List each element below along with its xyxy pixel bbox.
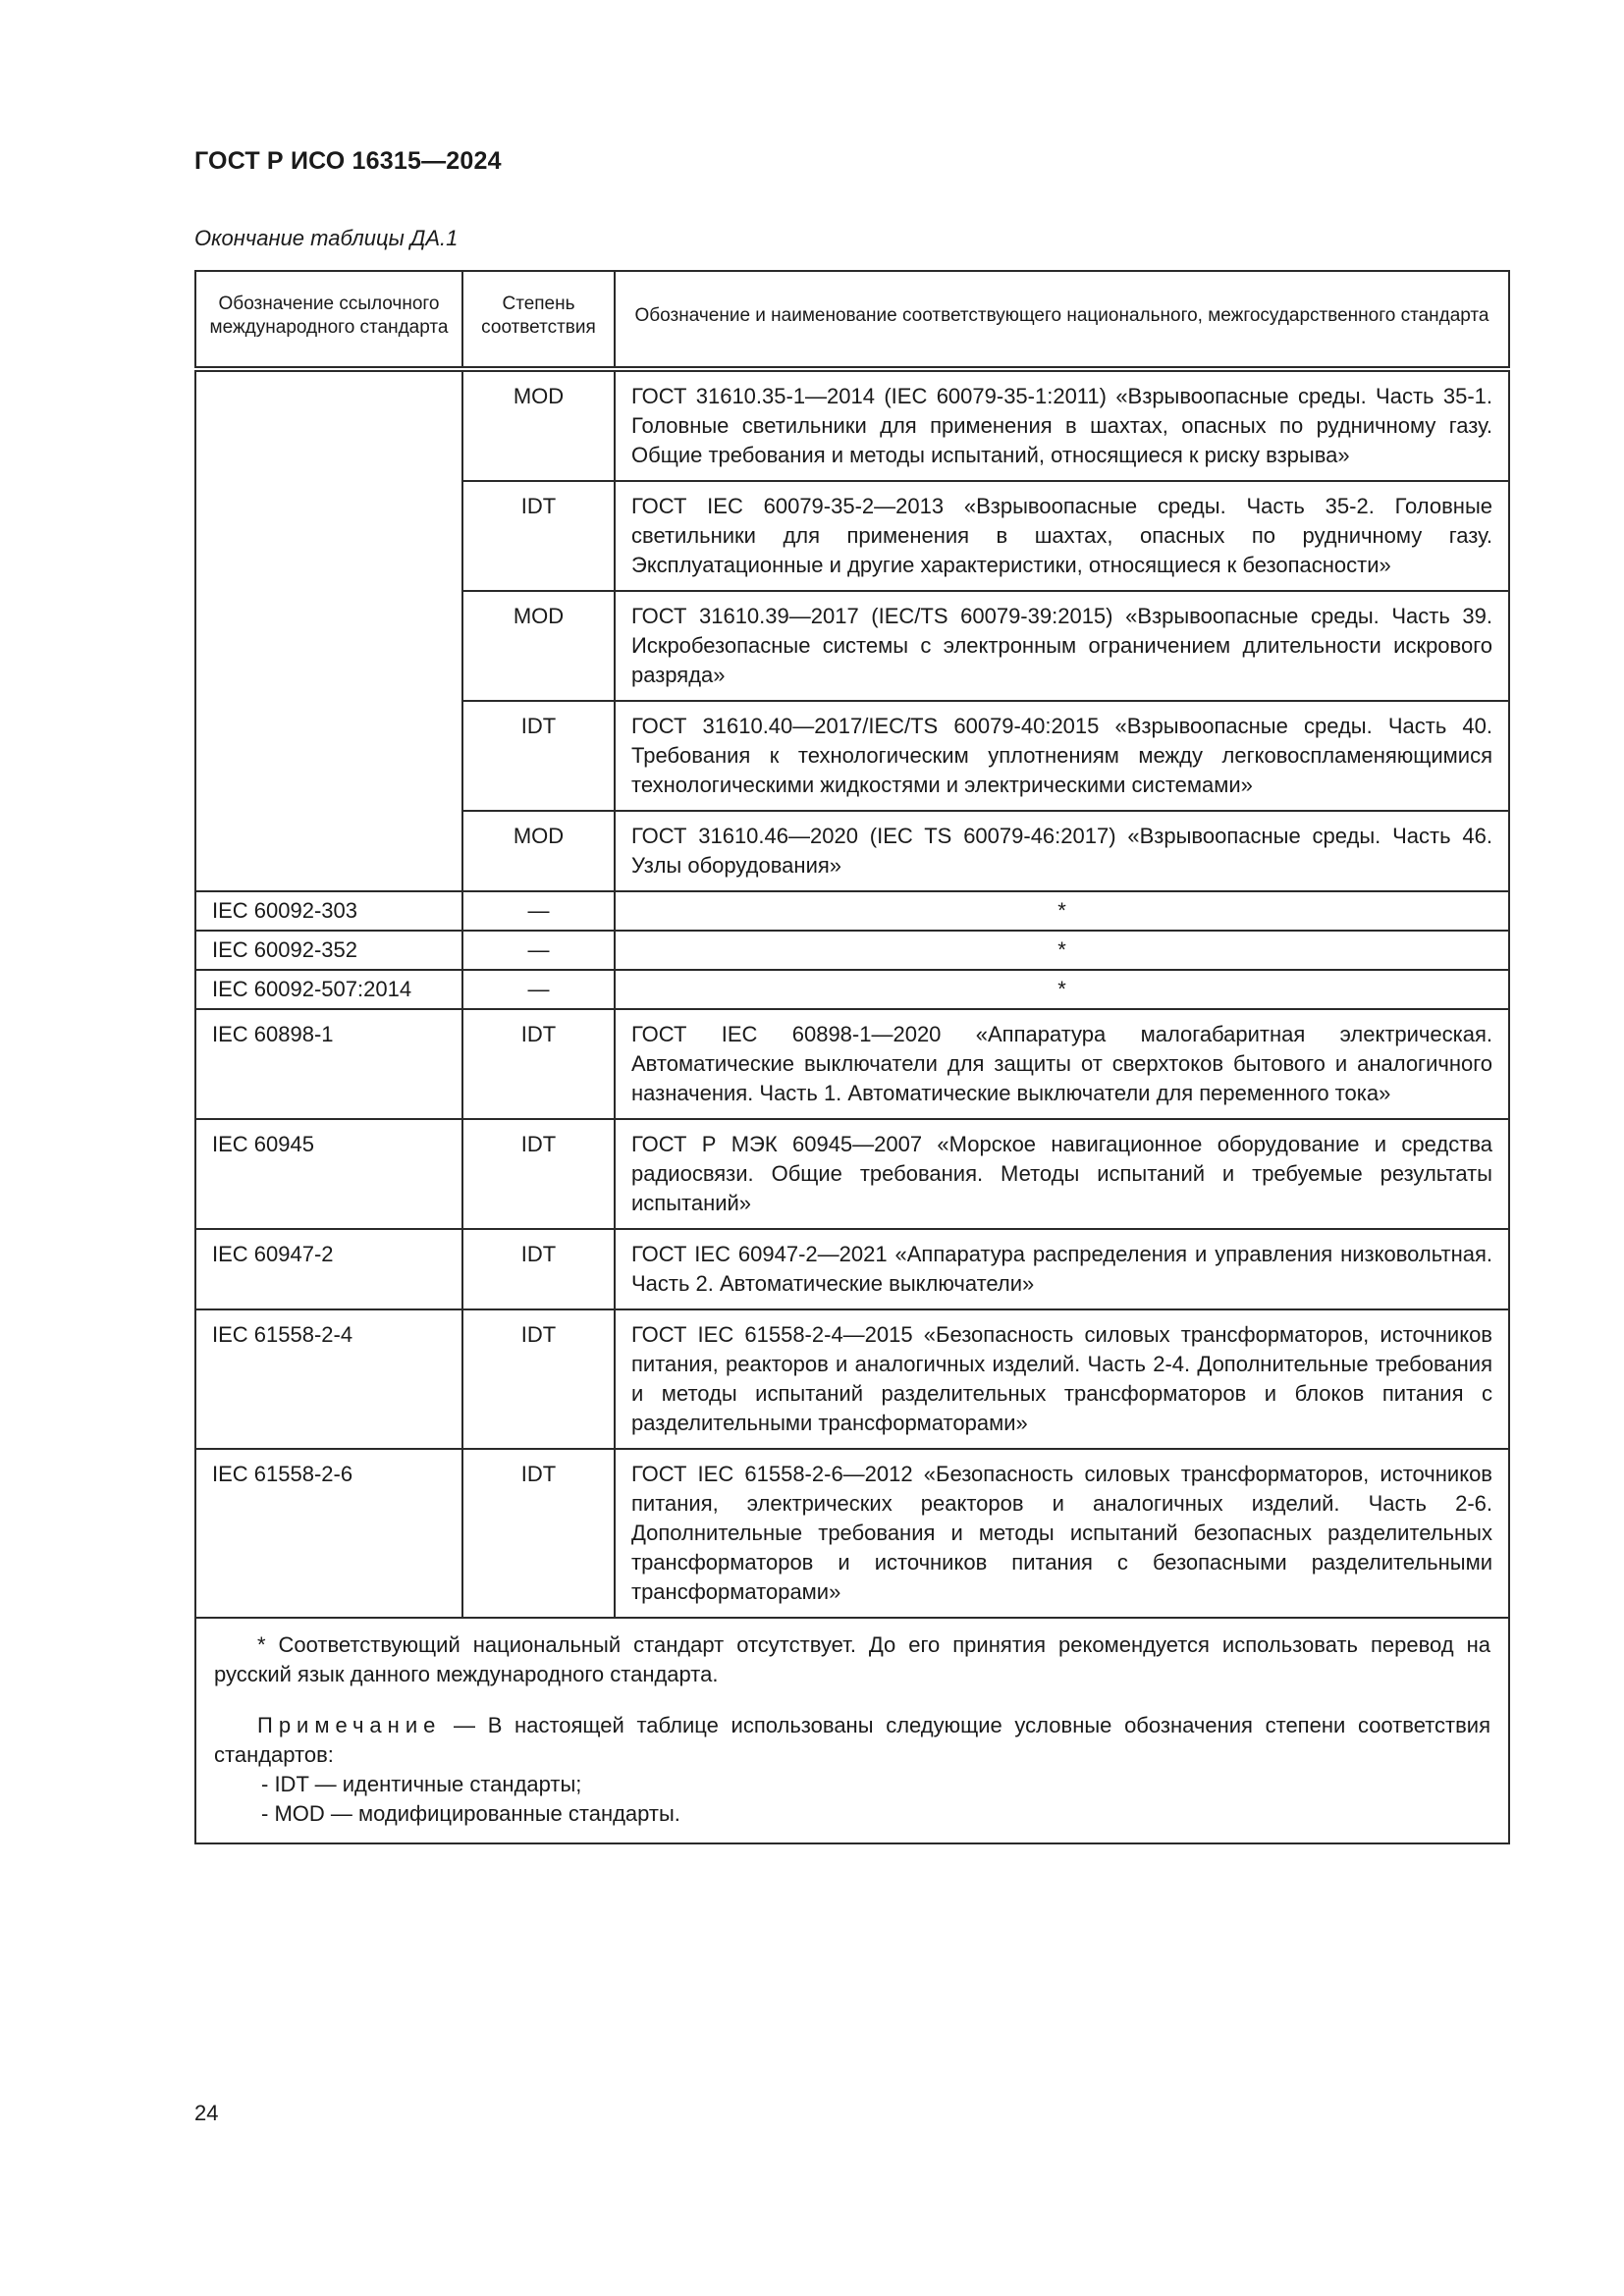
legend-list (214, 1770, 1490, 1829)
table-row (195, 369, 1509, 481)
national-standard-cell: ГОСТ 31610.40—2017/IEC/TS 60079-40:2015 «Взрывоопасные среды. Часть 40. Требования к технологическим уплотнениям между легковоспламеняющимися технологическими жидкостями и электрическими системами» (615, 701, 1509, 811)
table-row (195, 970, 1509, 1009)
table-row (195, 931, 1509, 970)
reference-cell: IEC 60092-507:2014 (195, 970, 462, 1009)
table-notes (195, 1618, 1509, 1843)
national-standard-cell: * (615, 891, 1509, 931)
degree-cell: IDT (462, 1229, 615, 1309)
reference-cell: IEC 60947-2 (195, 1229, 462, 1309)
table-header-row (195, 271, 1509, 369)
national-standard-cell: ГОСТ Р МЭК 60945—2007 «Морское навигационное оборудование и средства радиосвязи. Общие требования. Методы испытаний и требуемые результаты испытаний» (615, 1119, 1509, 1229)
note-paragraph (214, 1711, 1490, 1770)
degree-cell: IDT (462, 701, 615, 811)
footnote: * Соответствующий национальный стандарт отсутствует. До его принятия рекомендуется использовать перевод на русский язык данного международного стандарта. (214, 1632, 1490, 1686)
national-standard-cell: ГОСТ IEC 61558-2-4—2015 «Безопасность силовых трансформаторов, источников питания, реакторов и аналогичных изделий. Часть 2-4. Дополнительные требования и методы испытаний разделительных трансформаторов и блоков питания с разделительными трансформаторами» (615, 1309, 1509, 1449)
reference-cell: IEC 61558-2-4 (195, 1309, 462, 1449)
header-reference-standard: Обозначение ссылочного международного стандарта (195, 271, 462, 369)
degree-cell: MOD (462, 811, 615, 891)
reference-cell: IEC 61558-2-6 (195, 1449, 462, 1618)
table-row (195, 1119, 1509, 1229)
document-code: ГОСТ Р ИСО 16315—2024 (194, 147, 502, 175)
table-footer-row (195, 1618, 1509, 1843)
degree-cell: IDT (462, 1449, 615, 1618)
header-correspondence-degree: Степень соответствия (462, 271, 615, 369)
reference-cell: IEC 60898-1 (195, 1009, 462, 1119)
national-standard-cell: ГОСТ IEC 61558-2-6—2012 «Безопасность силовых трансформаторов, источников питания, электрических реакторов и аналогичных изделий. Часть 2-6. Дополнительные требования и методы испытаний безопасных разделительных трансформаторов и источников питания с безопасными разделительными трансформаторами» (615, 1449, 1509, 1618)
note-text: — В настоящей таблице использованы следующие условные обозначения степени соответствия стандартов: (214, 1713, 1490, 1767)
national-standard-cell: * (615, 970, 1509, 1009)
standards-table (194, 270, 1510, 1844)
degree-cell: IDT (462, 481, 615, 591)
reference-cell: IEC 60945 (195, 1119, 462, 1229)
degree-cell: — (462, 891, 615, 931)
note-label: Примечание (257, 1713, 442, 1737)
degree-cell: IDT (462, 1309, 615, 1449)
degree-cell: IDT (462, 1119, 615, 1229)
table-row (195, 1009, 1509, 1119)
national-standard-cell: ГОСТ 31610.46—2020 (IEC TS 60079-46:2017) «Взрывоопасные среды. Часть 46. Узлы оборудования» (615, 811, 1509, 891)
table-row (195, 1229, 1509, 1309)
reference-cell-merged (195, 369, 462, 891)
national-standard-cell: ГОСТ IEC 60079-35-2—2013 «Взрывоопасные среды. Часть 35-2. Головные светильники для применения в шахтах, опасных по рудничному газу. Эксплуатационные и другие характеристики, относящиеся к безопасности» (615, 481, 1509, 591)
table-row (195, 1449, 1509, 1618)
reference-cell: IEC 60092-303 (195, 891, 462, 931)
table-row (195, 891, 1509, 931)
table-row (195, 1309, 1509, 1449)
legend-item: - IDT — идентичные стандарты; (261, 1772, 582, 1796)
reference-cell: IEC 60092-352 (195, 931, 462, 970)
national-standard-cell: ГОСТ IEC 60947-2—2021 «Аппаратура распределения и управления низковольтная. Часть 2. Автоматические выключатели» (615, 1229, 1509, 1309)
national-standard-cell: ГОСТ IEC 60898-1—2020 «Аппаратура малогабаритная электрическая. Автоматические выключатели для защиты от сверхтоков бытового и аналогичного назначения. Часть 1. Автоматические выключатели для переменного тока» (615, 1009, 1509, 1119)
degree-cell: — (462, 970, 615, 1009)
legend-item: - MOD — модифицированные стандарты. (261, 1801, 680, 1826)
degree-cell: MOD (462, 591, 615, 701)
degree-cell: MOD (462, 369, 615, 481)
page-number: 24 (194, 2101, 219, 2125)
header-national-standard: Обозначение и наименование соответствующего национального, межгосударственного стандарта (615, 271, 1509, 369)
degree-cell: IDT (462, 1009, 615, 1119)
degree-cell: — (462, 931, 615, 970)
national-standard-cell: ГОСТ 31610.39—2017 (IEC/TS 60079-39:2015) «Взрывоопасные среды. Часть 39. Искробезопасные системы с электронным ограничением длительности искрового разряда» (615, 591, 1509, 701)
national-standard-cell: * (615, 931, 1509, 970)
national-standard-cell: ГОСТ 31610.35-1—2014 (IEC 60079-35-1:2011) «Взрывоопасные среды. Часть 35-1. Головные светильники для применения в шахтах, опасных по рудничному газу. Общие требования и методы испытаний, относящиеся к риску взрыва» (615, 369, 1509, 481)
table-caption: Окончание таблицы ДА.1 (194, 226, 459, 250)
